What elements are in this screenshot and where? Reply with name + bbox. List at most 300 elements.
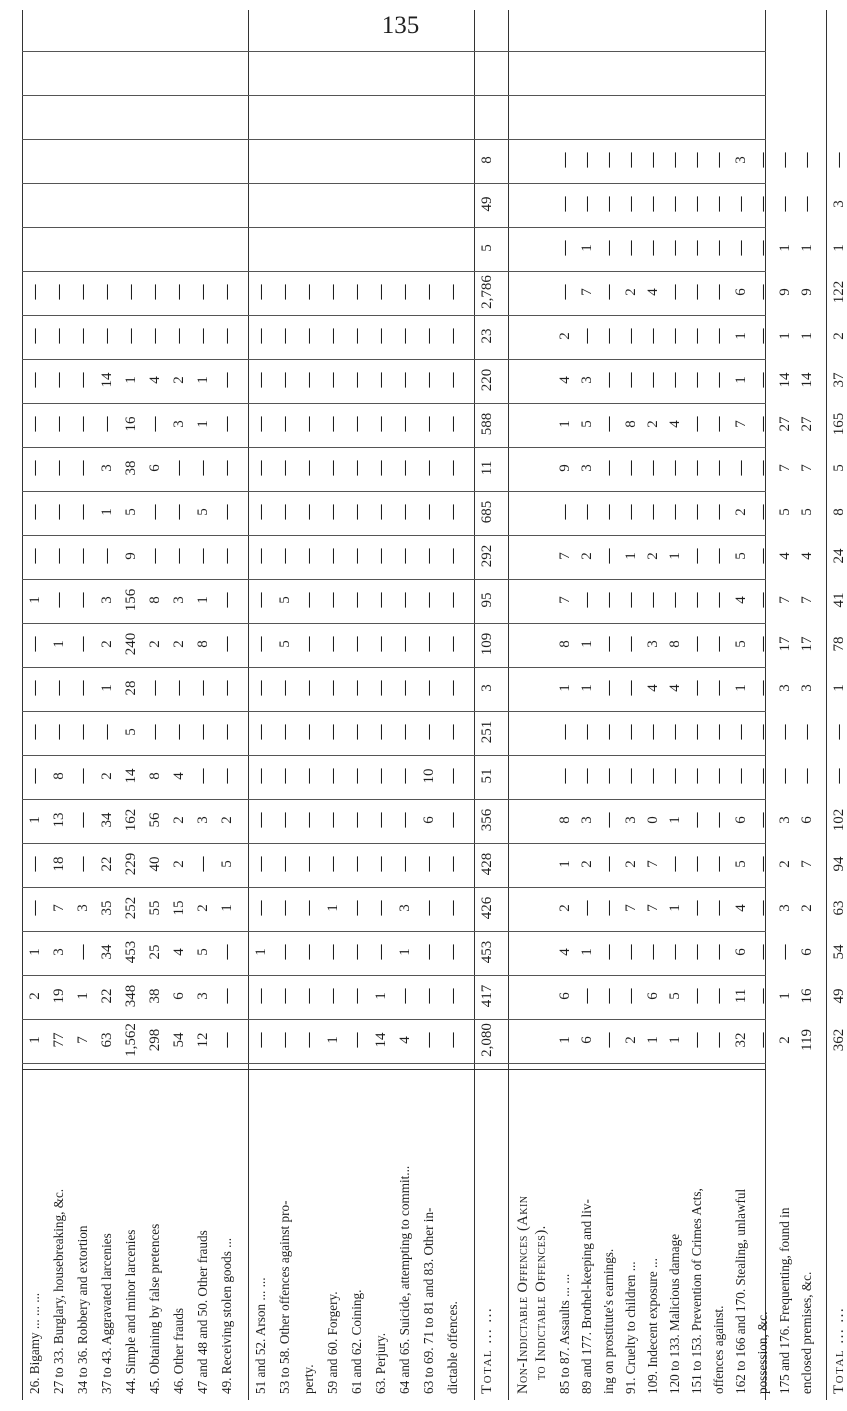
total-row-cell: 2,080 (479, 1023, 495, 1057)
row-cell: — (277, 988, 293, 1004)
row-cell: — (349, 724, 365, 740)
row-label: 61 and 62. Coining. (349, 1289, 364, 1394)
row-cell: — (601, 196, 617, 212)
row-cell: — (325, 680, 341, 696)
row-cell: — (689, 900, 705, 916)
row-cell: — (623, 724, 639, 740)
row-cell: — (689, 460, 705, 476)
grand-total-row-cell: 63 (831, 900, 847, 916)
row-cell: 3 (51, 948, 67, 956)
row-cell: — (601, 592, 617, 608)
row-cell: 1 (27, 1036, 43, 1044)
row-cell: 1 (123, 376, 139, 384)
row-label: 46. Other frauds (171, 1307, 186, 1394)
total-row-cell: 356 (479, 808, 495, 832)
row-cell: — (689, 372, 705, 388)
row-cell: 1 (733, 332, 749, 340)
row-cell: 1 (799, 332, 815, 340)
row-label: 45. Obtaining by false pretences (147, 1223, 162, 1394)
row-cell: — (195, 680, 211, 696)
row-cell: — (579, 768, 595, 784)
row-cell: 3 (579, 376, 595, 384)
row-cell: — (421, 724, 437, 740)
row-cell: 5 (277, 596, 293, 604)
row-cell: — (51, 680, 67, 696)
row-cell: — (445, 416, 461, 432)
row-cell: 28 (123, 680, 139, 696)
row-cell: — (755, 856, 771, 872)
grand-total-row-cell: — (831, 724, 847, 740)
row-cell: — (171, 328, 187, 344)
row-cell: 6 (799, 816, 815, 824)
row-cell: — (623, 636, 639, 652)
column-rule (22, 799, 766, 800)
row-cell: — (623, 504, 639, 520)
row-cell: 3 (777, 816, 793, 824)
row-cell: — (219, 416, 235, 432)
row-cell: 1 (99, 684, 115, 692)
row-cell: — (253, 680, 269, 696)
row-cell: — (711, 900, 727, 916)
row-cell: — (711, 768, 727, 784)
row-cell: — (373, 636, 389, 652)
row-cell: 5 (195, 948, 211, 956)
row-cell: — (421, 988, 437, 1004)
row-cell: — (277, 416, 293, 432)
row-cell: — (579, 900, 595, 916)
row-cell: — (195, 724, 211, 740)
total-row-cell: 251 (479, 720, 495, 744)
row-cell: 2 (645, 420, 661, 428)
row-cell: 9 (777, 288, 793, 296)
row-cell: 4 (557, 948, 573, 956)
row-cell: 8 (195, 640, 211, 648)
row-cell: — (301, 900, 317, 916)
row-cell: — (301, 548, 317, 564)
row-cell: — (349, 284, 365, 300)
row-cell: — (557, 768, 573, 784)
row-cell: — (147, 416, 163, 432)
row-cell: 54 (171, 1032, 187, 1048)
row-cell: 229 (123, 852, 139, 876)
row-cell: — (253, 856, 269, 872)
row-cell: 4 (171, 772, 187, 780)
row-cell: — (373, 724, 389, 740)
row-cell: — (755, 328, 771, 344)
row-cell: 35 (99, 900, 115, 916)
row-cell: 6 (147, 464, 163, 472)
row-cell: — (349, 768, 365, 784)
row-cell: 12 (195, 1032, 211, 1048)
row-cell: — (373, 416, 389, 432)
column-rule (22, 843, 766, 844)
row-cell: 2 (99, 640, 115, 648)
row-label: 151 to 153. Prevention of Crimes Acts, (689, 1188, 704, 1394)
total-row-label: Total ... ... (479, 1306, 495, 1394)
row-cell: — (711, 416, 727, 432)
label-column-divider (22, 1069, 766, 1070)
row-cell: 3 (777, 684, 793, 692)
row-cell: — (667, 504, 683, 520)
row-cell: 3 (623, 816, 639, 824)
row-cell: — (667, 768, 683, 784)
row-cell: — (421, 504, 437, 520)
row-cell: 7 (623, 904, 639, 912)
row-cell: — (755, 636, 771, 652)
row-cell: — (171, 548, 187, 564)
row-cell: 8 (623, 420, 639, 428)
column-rule (22, 51, 766, 52)
row-cell: — (445, 724, 461, 740)
grand-total-row-cell: 54 (831, 944, 847, 960)
row-cell: — (579, 988, 595, 1004)
grand-total-row-cell: — (831, 152, 847, 168)
row-cell: 1 (645, 1036, 661, 1044)
row-cell: 4 (667, 684, 683, 692)
row-cell: — (623, 944, 639, 960)
row-cell: 6 (799, 948, 815, 956)
row-cell: — (349, 944, 365, 960)
row-cell: 4 (645, 684, 661, 692)
row-cell: — (777, 152, 793, 168)
row-cell: — (667, 372, 683, 388)
row-cell: — (623, 372, 639, 388)
row-cell: — (277, 460, 293, 476)
row-cell: 15 (171, 900, 187, 916)
row-cell: — (397, 768, 413, 784)
row-cell: 2 (171, 376, 187, 384)
row-cell: 6 (645, 992, 661, 1000)
row-cell: — (689, 328, 705, 344)
row-cell: — (645, 768, 661, 784)
row-cell: — (711, 812, 727, 828)
section-heading-line2: to Indictable Offences). (533, 1225, 549, 1380)
row-cell: 5 (123, 728, 139, 736)
row-cell: — (755, 812, 771, 828)
row-cell: — (349, 856, 365, 872)
row-cell: — (373, 284, 389, 300)
row-cell: — (27, 724, 43, 740)
row-cell: — (667, 240, 683, 256)
row-cell: — (689, 856, 705, 872)
row-cell: 1 (27, 816, 43, 824)
row-cell: — (219, 328, 235, 344)
row-cell: — (557, 284, 573, 300)
row-cell: — (51, 592, 67, 608)
row-cell: — (75, 680, 91, 696)
row-cell: — (711, 196, 727, 212)
row-cell: — (373, 460, 389, 476)
row-cell: 2 (27, 992, 43, 1000)
row-cell: — (645, 196, 661, 212)
row-cell: — (99, 328, 115, 344)
row-cell: 16 (799, 988, 815, 1004)
row-cell: 1,562 (123, 1023, 139, 1057)
row-label: possession, &c. (755, 1311, 770, 1394)
row-cell: — (277, 548, 293, 564)
row-cell: — (645, 372, 661, 388)
row-cell: — (75, 856, 91, 872)
row-cell: — (325, 944, 341, 960)
grand-total-row-cell: 78 (831, 636, 847, 652)
row-cell: — (349, 372, 365, 388)
row-cell: 4 (147, 376, 163, 384)
row-cell: 7 (579, 288, 595, 296)
row-cell: — (277, 284, 293, 300)
row-cell: 22 (99, 988, 115, 1004)
row-cell: 18 (51, 856, 67, 872)
row-cell: 1 (579, 948, 595, 956)
grand-total-row-cell: 2 (831, 332, 847, 340)
row-cell: — (301, 416, 317, 432)
row-cell: 6 (579, 1036, 595, 1044)
row-cell: — (755, 1032, 771, 1048)
row-cell: — (219, 372, 235, 388)
row-cell: 5 (195, 508, 211, 516)
row-cell: — (689, 196, 705, 212)
row-cell: 4 (397, 1036, 413, 1044)
row-cell: — (147, 680, 163, 696)
row-cell: — (75, 504, 91, 520)
column-rule (22, 975, 766, 976)
row-cell: 8 (667, 640, 683, 648)
row-cell: — (601, 372, 617, 388)
row-cell: 6 (733, 816, 749, 824)
row-cell: — (27, 680, 43, 696)
row-cell: 5 (123, 508, 139, 516)
row-cell: — (219, 636, 235, 652)
row-cell: — (373, 944, 389, 960)
row-cell: — (219, 504, 235, 520)
row-cell: 4 (777, 552, 793, 560)
row-cell: — (397, 328, 413, 344)
row-cell: — (601, 768, 617, 784)
row-cell: 5 (277, 640, 293, 648)
column-rule (22, 1019, 766, 1020)
row-label: 27 to 33. Burglary, housebreaking, &c. (51, 1188, 66, 1394)
row-cell: — (349, 592, 365, 608)
row-cell: — (51, 372, 67, 388)
row-cell: — (253, 988, 269, 1004)
row-cell: — (733, 460, 749, 476)
row-cell: — (711, 152, 727, 168)
row-cell: 1 (799, 244, 815, 252)
row-cell: — (27, 856, 43, 872)
row-cell: — (421, 328, 437, 344)
row-cell: — (755, 460, 771, 476)
row-cell: — (253, 768, 269, 784)
grand-total-row-cell: 3 (831, 200, 847, 208)
row-cell: — (711, 856, 727, 872)
row-cell: — (373, 328, 389, 344)
row-cell: — (51, 416, 67, 432)
row-cell: 453 (123, 940, 139, 964)
row-cell: — (75, 812, 91, 828)
row-cell: — (277, 328, 293, 344)
row-cell: — (277, 724, 293, 740)
row-cell: 1 (667, 904, 683, 912)
row-cell: 5 (799, 508, 815, 516)
row-cell: — (689, 548, 705, 564)
row-cell: — (645, 504, 661, 520)
row-cell: 1 (195, 596, 211, 604)
row-cell: 2 (579, 860, 595, 868)
row-cell: — (755, 724, 771, 740)
row-cell: 5 (667, 992, 683, 1000)
grand-total-row-cell: 5 (831, 464, 847, 472)
row-label: offences against. (711, 1305, 726, 1394)
row-cell: 27 (777, 416, 793, 432)
row-cell: 1 (733, 376, 749, 384)
row-cell: 2 (171, 816, 187, 824)
row-label: 49. Receiving stolen goods ... (219, 1237, 234, 1394)
row-cell: — (445, 1032, 461, 1048)
row-cell: — (301, 284, 317, 300)
row-cell: — (219, 768, 235, 784)
row-cell: — (397, 988, 413, 1004)
column-rule (22, 711, 766, 712)
grand-total-row-cell: 165 (831, 412, 847, 436)
row-label: ing on prostitute's earnings. (601, 1248, 616, 1394)
row-cell: — (421, 856, 437, 872)
row-cell: 2 (733, 508, 749, 516)
row-cell: 2 (623, 1036, 639, 1044)
row-cell: — (325, 636, 341, 652)
row-cell: — (421, 548, 437, 564)
row-cell: — (349, 680, 365, 696)
row-cell: 2 (777, 1036, 793, 1044)
row-cell: — (667, 152, 683, 168)
row-cell: — (445, 460, 461, 476)
column-rule (22, 623, 766, 624)
row-cell: 34 (99, 812, 115, 828)
row-cell: — (75, 768, 91, 784)
column-rule (22, 579, 766, 580)
row-cell: 8 (557, 640, 573, 648)
row-cell: 4 (733, 904, 749, 912)
row-cell: — (799, 152, 815, 168)
row-cell: — (711, 284, 727, 300)
total-row-cell: 220 (479, 368, 495, 392)
row-cell: — (579, 196, 595, 212)
row-cell: 1 (397, 948, 413, 956)
row-cell: — (689, 1032, 705, 1048)
row-cell: — (373, 680, 389, 696)
row-cell: 17 (777, 636, 793, 652)
row-cell: — (301, 1032, 317, 1048)
total-row-cell: 11 (479, 460, 495, 476)
row-cell: — (277, 372, 293, 388)
row-cell: — (689, 988, 705, 1004)
row-cell: 5 (219, 860, 235, 868)
row-cell: 38 (147, 988, 163, 1004)
row-cell: — (777, 944, 793, 960)
row-label: 34 to 36. Robbery and extortion (75, 1225, 90, 1394)
row-cell: — (171, 284, 187, 300)
row-cell: — (373, 548, 389, 564)
row-cell: — (123, 284, 139, 300)
row-cell: 348 (123, 984, 139, 1008)
row-cell: — (623, 460, 639, 476)
row-cell: — (99, 284, 115, 300)
row-cell: — (219, 944, 235, 960)
row-cell: 7 (777, 464, 793, 472)
row-cell: 4 (645, 288, 661, 296)
row-cell: 63 (99, 1032, 115, 1048)
row-cell: — (421, 416, 437, 432)
section-heading-line1: Non-Indictable Offences (Akin (515, 1195, 531, 1394)
row-cell: — (755, 372, 771, 388)
row-cell: — (301, 856, 317, 872)
row-cell: 1 (579, 244, 595, 252)
column-rule (22, 315, 766, 316)
row-cell: — (445, 988, 461, 1004)
row-cell: — (421, 592, 437, 608)
row-cell: — (711, 328, 727, 344)
row-cell: 6 (733, 288, 749, 296)
row-cell: 2 (623, 860, 639, 868)
row-cell: — (777, 196, 793, 212)
row-cell: — (253, 592, 269, 608)
column-rule (22, 359, 766, 360)
row-cell: — (349, 548, 365, 564)
row-cell: 2 (171, 860, 187, 868)
row-cell: — (733, 724, 749, 740)
block-rule (474, 10, 475, 1400)
row-cell: — (373, 900, 389, 916)
row-cell: 1 (777, 244, 793, 252)
row-cell: — (711, 988, 727, 1004)
row-cell: — (689, 240, 705, 256)
row-cell: — (253, 504, 269, 520)
row-cell: 7 (799, 860, 815, 868)
total-row-cell: 588 (479, 412, 495, 436)
row-cell: — (755, 768, 771, 784)
row-cell: 2 (623, 288, 639, 296)
row-cell: 7 (733, 420, 749, 428)
row-cell: 14 (123, 768, 139, 784)
row-cell: — (301, 504, 317, 520)
total-row-cell: 453 (479, 940, 495, 964)
row-cell: — (27, 416, 43, 432)
row-cell: — (421, 284, 437, 300)
row-cell: — (51, 504, 67, 520)
row-label: 120 to 133. Malicious damage (667, 1233, 682, 1394)
row-cell: — (667, 856, 683, 872)
row-cell: — (667, 460, 683, 476)
row-cell: — (711, 636, 727, 652)
row-cell: 5 (733, 552, 749, 560)
row-cell: 8 (51, 772, 67, 780)
row-cell: — (171, 460, 187, 476)
row-cell: — (601, 504, 617, 520)
row-cell: 7 (557, 596, 573, 604)
row-cell: 8 (147, 596, 163, 604)
row-cell: — (325, 504, 341, 520)
row-cell: — (579, 328, 595, 344)
row-cell: 1 (667, 1036, 683, 1044)
row-cell: 1 (373, 992, 389, 1000)
row-cell: — (711, 1032, 727, 1048)
row-cell: — (147, 284, 163, 300)
row-cell: — (325, 372, 341, 388)
row-label: 47 and 48 and 50. Other frauds (195, 1230, 210, 1394)
row-cell: — (397, 592, 413, 608)
row-cell: — (349, 812, 365, 828)
row-cell: 162 (123, 808, 139, 832)
row-label: 64 and 65. Suicide, attempting to commit... (397, 1165, 412, 1394)
row-cell: — (99, 416, 115, 432)
